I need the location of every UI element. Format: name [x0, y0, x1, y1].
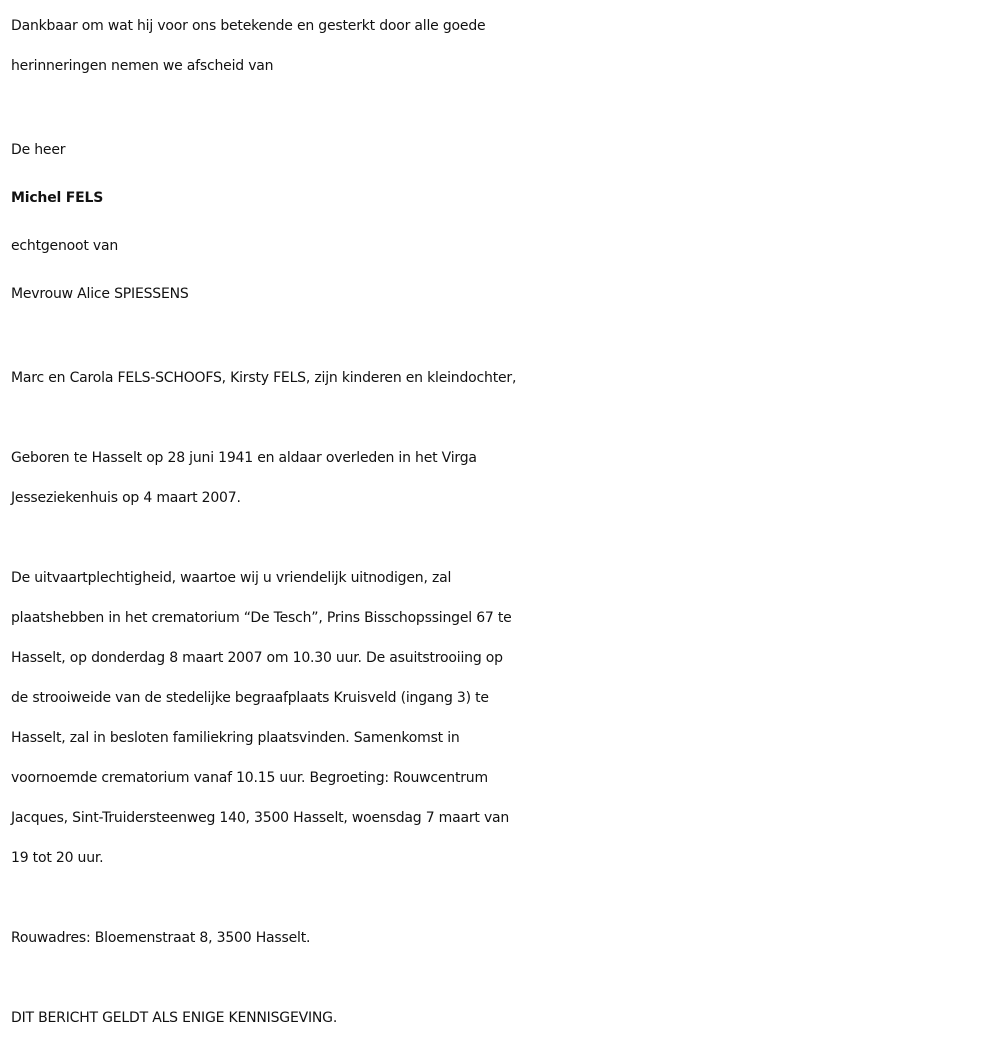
deceased-name: Michel FELS: [11, 190, 104, 206]
ceremony-line-4: de strooiweide van de stedelijke begraafplaats Kruisveld (ingang 3) te: [11, 690, 489, 706]
ceremony-line-8: 19 tot 20 uur.: [11, 850, 104, 866]
ceremony-line-3: Hasselt, op donderdag 8 maart 2007 om 10.30 uur. De asuitstrooiing op: [11, 650, 503, 666]
intro-line-2: herinneringen nemen we afscheid van: [11, 58, 274, 74]
spacer: [11, 958, 1000, 998]
ceremony-line-6: voornoemde crematorium vanaf 10.15 uur. Begroeting: Rouwcentrum: [11, 770, 488, 786]
family-line: Marc en Carola FELS-SCHOOFS, Kirsty FELS, zijn kinderen en kleindochter,: [11, 370, 517, 386]
ceremony-line-1: De uitvaartplechtigheid, waartoe wij u vriendelijk uitnodigen, zal: [11, 570, 452, 586]
ceremony-line-2: plaatshebben in het crematorium “De Tesch”, Prins Bisschopssingel 67 te: [11, 610, 512, 626]
spacer: [11, 518, 1000, 558]
ceremony-line-7: Jacques, Sint-Truidersteenweg 140, 3500 Hasselt, woensdag 7 maart van: [11, 810, 510, 826]
birth-line-2: Jesseziekenhuis op 4 maart 2007.: [11, 490, 241, 506]
spacer: [11, 878, 1000, 918]
spouse-name: Mevrouw Alice SPIESSENS: [11, 286, 189, 302]
closing-line: DIT BERICHT GELDT ALS ENIGE KENNISGEVING.: [11, 1010, 338, 1026]
spacer: [11, 318, 1000, 358]
address-line: Rouwadres: Bloemenstraat 8, 3500 Hasselt.: [11, 930, 311, 946]
intro-line-1: Dankbaar om wat hij voor ons betekende en gesterkt door alle goede: [11, 18, 486, 34]
spacer: [11, 86, 1000, 126]
spouse-label: echtgenoot van: [11, 238, 119, 254]
title-prefix: De heer: [11, 142, 66, 158]
ceremony-line-5: Hasselt, zal in besloten familiekring plaatsvinden. Samenkomst in: [11, 730, 460, 746]
spacer: [11, 398, 1000, 438]
birth-line-1: Geboren te Hasselt op 28 juni 1941 en aldaar overleden in het Virga: [11, 450, 477, 466]
